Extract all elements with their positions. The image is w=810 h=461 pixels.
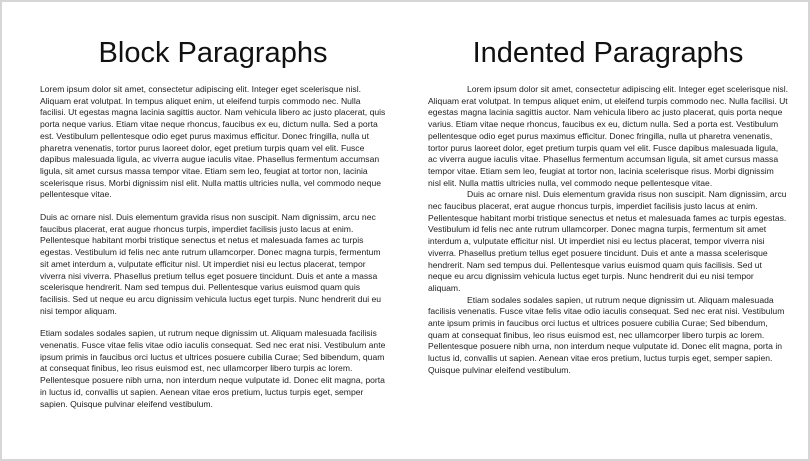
block-paragraph: Lorem ipsum dolor sit amet, consectetur adipiscing elit. Integer eget scelerisque nisl. Aliquam erat volutpat. In tempus aliquet enim, ut eleifend turpis commodo nec. Nulla facilisi. Ut egestas magna lacinia sagittis auctor. Nam vehicula libero ac justo placerat, quis porta neque varius. Etiam vitae neque rhoncus, faucibus ex eu, dictum nulla. Sed a porta est. Vestibulum pellentesque odio eget purus maximus efficitur. Donec fringilla, nulla ut pharetra venenatis, tortor purus laoreet dolor, eget pretium turpis quam vel elit. Fusce dapibus malesuada ligula, ac viverra augue iaculis vitae. Phasellus fermentum accumsan ligula, sit amet cursus massa tempor vitae. Etiam sem leo, feugiat at tortor non, lacinia scelerisque risus. Morbi dignissim nisl elit. Nulla mattis ultricies nulla, vel commodo neque pellentesque vitae.: [40, 84, 386, 200]
indented-paragraph: Duis ac ornare nisl. Duis elementum gravida risus non suscipit. Nam dignissim, arcu nec faucibus placerat, erat augue rhoncus turpis, imperdiet facilisis justo lacus at enim. Pellentesque habitant morbi tristique senectus et netus et malesuada fames ac turpis egestas. Vestibulum id felis nec ante rutrum ullamcorper. Donec magna turpis, fermentum sit amet interdum a, vulputate efficitur nisl. Ut imperdiet nisi eu lectus placerat, tempor viverra nisi viverra. Phasellus pretium tellus eget posuere tincidunt. Duis et ante a massa scelerisque hendrerit. Nam sed tempus dui. Pellentesque varius euismod quam quis facilisis. Sed ut neque eu arcu dignissim vehicula luctus eget turpis. Nunc hendrerit dui eu nisi tempor aliquam.: [428, 189, 787, 293]
indented-paragraph: Etiam sodales sodales sapien, ut rutrum neque dignissim ut. Aliquam malesuada facilisis venenatis. Fusce vitae felis vitae odio iaculis consequat. Sed nec erat nisi. Vestibulum ante ipsum primis in faucibus orci luctus et ultrices posuere cubilia Curae; Sed bibendum, quam at consequat finibus, leo risus euismod est, nec ullamcorper libero turpis ac lorem. Pellentesque posuere nibh urna, non interdum neque vulputate id. Donec elit magna, porta in luctus id, convallis ut sapien. Aenean vitae eros pretium, luctus turpis eget, semper sapien. Quisque pulvinar eleifend vestibulum.: [428, 294, 785, 375]
indented-paragraphs-title: Indented Paragraphs: [472, 37, 744, 69]
block-paragraph: Duis ac ornare nisl. Duis elementum gravida risus non suscipit. Nam dignissim, arcu nec faucibus placerat, erat augue rhoncus turpis, imperdiet facilisis justo lacus at enim. Pellentesque habitant morbi tristique senectus et netus et malesuada fames ac turpis egestas. Vestibulum id felis nec ante rutrum ullamcorper. Donec magna turpis, fermentum sit amet interdum a, vulputate efficitur nisl. Ut imperdiet nisi eu lectus placerat, tempor viverra nisi viverra. Phasellus pretium tellus eget posuere tincidunt. Duis et ante a massa scelerisque hendrerit. Nam sed tempus dui. Pellentesque varius euismod quam quis facilisis. Sed ut neque eu arcu dignissim vehicula luctus eget turpis. Nunc hendrerit dui eu nisi tempor aliquam.: [40, 212, 382, 316]
indented-paragraphs-column: [428, 2, 788, 377]
block-paragraphs-column: [40, 2, 386, 421]
indented-paragraph: Lorem ipsum dolor sit amet, consectetur adipiscing elit. Integer eget scelerisque nisl. Aliquam erat volutpat. In tempus aliquet enim, ut eleifend turpis commodo nec. Nulla facilisi. Ut egestas magna lacinia sagittis auctor. Nam vehicula libero ac justo placerat, quis porta neque varius. Etiam vitae neque rhoncus, faucibus ex eu, dictum nulla. Sed a porta est. Vestibulum pellentesque odio eget purus maximus efficitur. Donec fringilla, nulla ut pharetra venenatis, tortor purus laoreet dolor, eget pretium turpis quam vel elit. Fusce dapibus malesuada ligula, ac viverra augue iaculis vitae. Phasellus fermentum accumsan ligula, sit amet cursus massa tempor vitae. Etiam sem leo, feugiat at tortor non, lacinia scelerisque risus. Morbi dignissim nisl elit. Nulla mattis ultricies nulla, vel commodo neque pellentesque vitae.: [428, 84, 788, 188]
block-paragraphs-title: Block Paragraphs: [98, 37, 328, 69]
block-paragraph: Etiam sodales sodales sapien, ut rutrum neque dignissim ut. Aliquam malesuada facilisis venenatis. Fusce vitae felis vitae odio iaculis consequat. Sed nec erat nisi. Vestibulum ante ipsum primis in faucibus orci luctus et ultrices posuere cubilia Curae; Sed bibendum, quam at consequat finibus, leo risus euismod est, nec ullamcorper libero turpis ac lorem. Pellentesque posuere nibh urna, non interdum neque vulputate id. Donec elit magna, porta in luctus id, convallis ut sapien. Aenean vitae eros pretium, luctus turpis eget, semper sapien. Quisque pulvinar eleifend vestibulum.: [40, 328, 386, 409]
